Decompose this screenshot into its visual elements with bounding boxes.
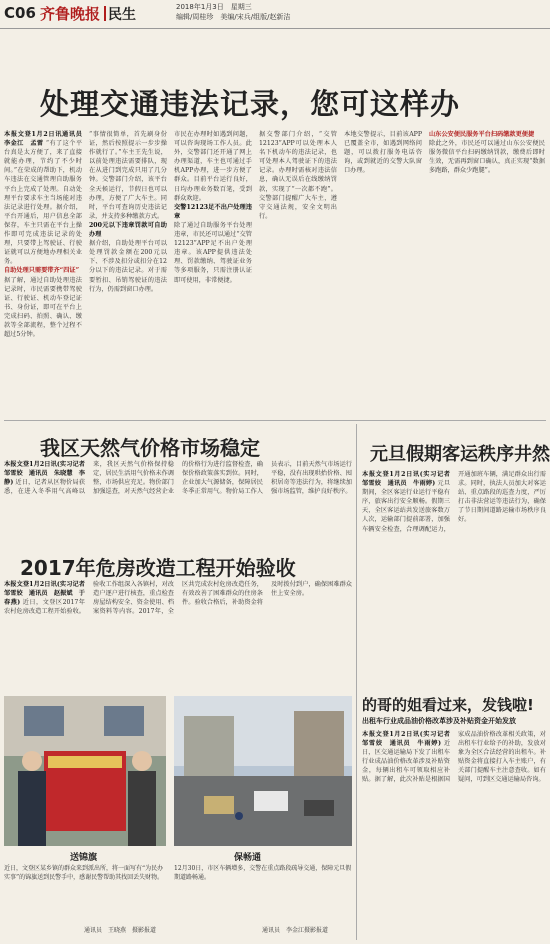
photo-banner-image: [4, 696, 166, 846]
article3-lead: 本报文登1月2日讯(实习记者 邹雪姣 通讯员 赵振斌 于春燕): [4, 581, 92, 607]
article2-body: [4, 460, 352, 538]
article1-text3: 市民在办理时如遇到问题，可以咨询现场工作人员。此外，交警部门还开通了网上办理渠道，车主也可通过手机APP办理，进一步方便了群众。目前平台运行良好，日均办理业务数百笔，受到群众欢迎。: [174, 131, 252, 202]
article2-title: 我区天然气价格市场稳定: [40, 436, 260, 460]
article3-text: 近日，文登区2017年农村危房改造工程开始验收。验收工作组深入各镇村，对改造户逐户进行核查，重点检查房屋结构安全、资金使用、档案资料等内容。2017年，全区共完成农村危房改造任务，有效改善了困难群众的住房条件。验收合格后，补助资金将及时拨付到户，确保困难群众住上安全房。: [4, 581, 352, 616]
article1-subhead3: 交警12123足不出户处理违章: [174, 203, 252, 220]
article1-lead: 本报文登1月2日讯通讯员 李金江 孟雷: [4, 131, 89, 148]
article1-text5b: 除此之外，市民还可以通过山东公安便民服务微信平台扫码缴纳罚款，缴费后即时生效，无需再到窗口确认，真正实现“数据多跑路，群众少跑腿”。: [429, 140, 545, 175]
page-header: [0, 0, 550, 29]
photo-traffic: [174, 696, 352, 846]
page-number: C06: [4, 4, 36, 22]
photo2-caption-block: [174, 864, 352, 924]
article1-col3: [174, 130, 252, 415]
article2-lead: 本报文登1月2日讯(实习记者 邹雪姣 通讯员 朱晓慧 李静): [4, 461, 92, 487]
article4-text: 元旦期间，全区客运行业运行平稳有序，旅客出行安全顺畅。假期三天，全区客运站共发送旅客数万人次，运输部门提前部署，加强车辆安全检查，合理调配运力，开通加班车辆，满足群众出行需求。同时，执法人员加大对客运站、重点路段的巡查力度，严厉打击非法营运等违法行为，确保了节日期间道路运输市场秩序良好。: [362, 471, 546, 533]
article1-col2: [89, 130, 167, 415]
main-headline: 处理交通违法记录，您可这样办: [40, 87, 461, 121]
section-divider: [104, 6, 106, 21]
editor-line: 编辑/周桂珍 美编/宋兵/组版/赵新洁: [176, 13, 291, 21]
brand-logo: 齐鲁晚报: [40, 5, 101, 23]
article1-text3b: 除了通过自助服务平台处理违章，市民还可以通过“交管12123”APP足不出户处理违章。该APP提供违法处理、罚款缴纳、驾驶证业务等多项服务，只需注册认证即可使用，非常便捷。: [174, 221, 252, 284]
section-name: 民生: [108, 7, 136, 23]
article4-lead: 本报文登1月2日讯(实习记者 邹雪姣 通讯员 牛雨婷): [362, 471, 457, 488]
article1-text1: “有了这个平台真是太方便了，来了直接就能办理，节约了不少时间。”在荣成的帮助下，机动车违法在交通管理自助服务平台上完成了处理。自动处理平台要求车主当场能对违法记录进行处理。据介绍，平台开通后，用户信息全部保存，车主只需在平台上操作即可完成违法记录的处理，只要带上驾驶证、行驶证就可以方便地办理相关业务。: [4, 140, 83, 266]
article1-text2: “事情很简单，首先刷身份证，然后按照提示一步步操作就行了。”车主王先生说，以前处理违法需要排队，现在从进门到完成只用了几分钟。交警部门介绍，该平台全天候运行，节假日也可以办理，方便了广大车主。同时，平台可查询历史违法记录，并支持多种缴款方式。: [89, 131, 167, 220]
article1-col4: [259, 130, 337, 415]
article1-text1b: 据了解，通过自助处理违法记录时，市民需要携带驾驶证、行驶证、机动车登记证书、身份证，即可在平台上完成扫码、拍照、确认、缴款等全部流程，整个过程不超过5分钟。: [4, 276, 82, 339]
divider-rule: [4, 420, 546, 421]
photo1-credit: 通讯员 王晓燕 摄影报道: [84, 927, 157, 934]
photo2-title: 保畅通: [234, 853, 262, 863]
article2-text: 近日，记者从区物价局获悉，在进入冬季用气高峰以来，我区天然气价格保持稳定，居民生活用气价格未作调整，市场供应充足。物价部门加强巡查，对天然气经营企业的价格行为进行监督检查，确保价格政策落实到位。同时，企业加大气源储备，保障居民冬季正常用气。物价局工作人员表示，目前天然气市场运行平稳，没有出现哄抬价格、囤积居奇等违法行为，将继续加强市场监管，维护良好秩序。: [4, 461, 352, 496]
photo1-caption-block: [4, 864, 166, 924]
photo-banner-presentation: [4, 696, 166, 846]
date-line: 2018年1月3日 星期三: [176, 3, 252, 11]
header-meta: [176, 2, 290, 22]
article1-col5: [344, 130, 422, 415]
article5-lead: 本报文登1月2日讯(实习记者 邹雪姣 通讯员 牛雨婷): [362, 731, 457, 748]
article1-subhead5: 山东公安便民服务平台扫码缴款更便捷: [429, 131, 535, 138]
article3-body: [4, 580, 352, 690]
article1-text5: 本地交警提示，目前该APP已覆盖全市，如遇到网络问题，可以拨打服务电话咨询，或到就近的交警大队窗口办理。: [344, 131, 422, 175]
photo2-credit: 通讯员 李金江摄影报道: [262, 927, 329, 934]
article5-subtitle: 出租车行业成品油价格改革涉及补贴资金开始发放: [362, 717, 516, 725]
article1-text2b: 据介绍，自助处理平台可以处理罚款金额在200元以下、不涉及扣分或扣分在12分以下的违法记录。对于需要暂扣、吊销驾驶证的违法行为，仍需到窗口办理。: [89, 240, 167, 293]
article1-col6: [429, 130, 545, 415]
photo-traffic-image: [174, 696, 352, 846]
article5-title: 的哥的姐看过来，发钱啦!: [362, 696, 534, 714]
article1-col1: [4, 130, 89, 415]
photo1-caption: 近日，文登区某乡镇的群众来到派出所，将一面写有“为民办实事”的锦旗送到民警手中，感谢民警帮助其找回丢失财物。: [4, 865, 164, 881]
article4-title: 元旦假期客运秩序井然: [370, 444, 550, 465]
article5-text: 近日，区交通运输局下发了出租车行业成品油价格改革涉及补贴资金，每辆出租车可领取相应补贴。据了解，此次补贴是根据国家成品油价格改革相关政策，对出租车行业给予的补助，发放对象为全区合法经营的出租车。补贴资金将直接打入车主账户，有关部门提醒车主注意查收。如有疑问，可到区交通运输局咨询。: [362, 731, 546, 784]
article5-body: [362, 730, 546, 938]
article1-text4: 据交警部门介绍，“交管12123”APP可以处理本人名下机动车的违法记录，也可处理本人驾驶证下的违法记录。办理时需核对违法信息，确认无误后在线缴纳罚款，实现了“一次都不跑”。交警部门提醒广大车主，遵守交通法规，安全文明出行。: [259, 131, 337, 220]
photo2-caption: 12月30日，市区车辆增多，交警在重点路段疏导交通，保障元旦假期道路畅通。: [174, 865, 352, 881]
photo1-title: 送锦旗: [70, 853, 98, 863]
column-rule: [356, 424, 357, 940]
article1-subhead1: 自助处理只需要带齐“四证”: [4, 267, 80, 275]
article1-subhead2: 200元以下违章罚款可自助办理: [89, 221, 167, 239]
article3-title: 2017年危房改造工程开始验收: [20, 556, 296, 580]
article4-body: [362, 470, 546, 680]
